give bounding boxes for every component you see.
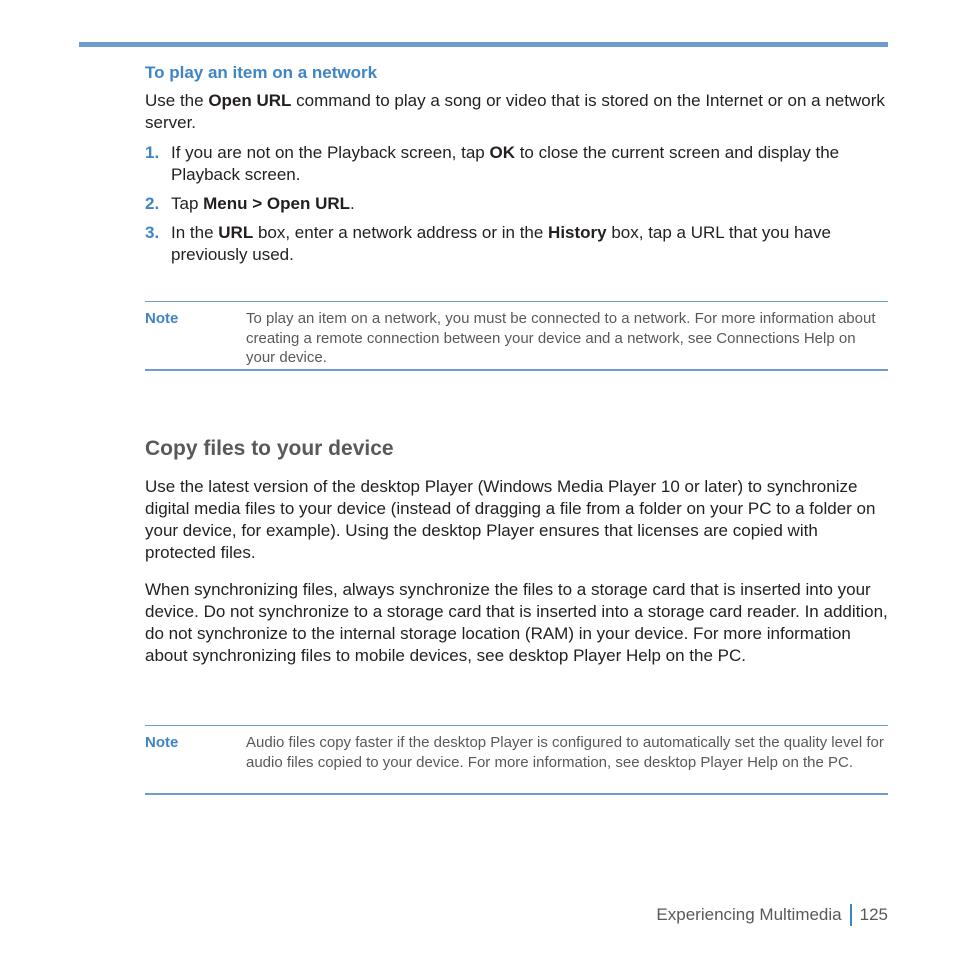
intro-text-post: command to play a song or video that is stored on the Internet or on a network server. (145, 91, 885, 132)
step-text-post: box, tap a URL that you have previously used. (171, 223, 831, 264)
footer-page-number: 125 (859, 905, 888, 924)
step-3 (145, 222, 890, 266)
step-text-post: to close the current screen and display the Playback screen. (171, 143, 840, 184)
step-bold-menu-open-url: Menu > Open URL (203, 194, 351, 213)
intro-bold-open-url: Open URL (208, 91, 292, 110)
step-number: 3. (145, 223, 160, 242)
step-text (171, 222, 890, 266)
step-text-post: . (350, 194, 355, 213)
note-box-audio (145, 725, 888, 795)
step-1 (145, 142, 890, 186)
step-text (171, 193, 890, 215)
step-bold-url: URL (218, 223, 254, 242)
step-text-pre: In the (171, 223, 219, 242)
page-footer (656, 904, 888, 926)
step-bold-history: History (548, 223, 607, 242)
intro-text-pre: Use the (145, 91, 209, 110)
step-text-mid: box, enter a network address or in the (253, 223, 549, 242)
intro-paragraph (145, 90, 890, 134)
step-text-pre: If you are not on the Playback screen, tap (171, 143, 490, 162)
step-text (171, 142, 890, 186)
step-bold-ok: OK (489, 143, 515, 162)
step-number: 2. (145, 194, 160, 213)
step-text-pre: Tap (171, 194, 204, 213)
copy-files-paragraph-1: Use the latest version of the desktop Player (Windows Media Player 10 or later) to synchronize digital media files to your device (instead of dragging a file from a folder on your PC to a folder on your device, for example). Using the desktop Player ensures that licenses are copied with protected files. (145, 477, 876, 562)
heading-copy-files: Copy files to your device (145, 437, 394, 460)
copy-files-paragraph-2: When synchronizing files, always synchronize the files to a storage card that is inserted into your device. Do not synchronize to a storage card that is inserted into a storage card reader. In addition, do not synchronize to the internal storage location (RAM) in your device. For more information about synchronizing files to mobile devices, see desktop Player Help on the PC. (145, 580, 888, 665)
note-text: Audio files copy faster if the desktop Player is configured to automatically set the quality level for audio files copied to your device. For more information, see desktop Player Help on the PC. (246, 734, 884, 771)
subheading-play-network: To play an item on a network (145, 63, 378, 82)
step-2 (145, 193, 890, 215)
top-rule (79, 42, 888, 47)
step-number: 1. (145, 143, 160, 162)
note-label: Note (145, 734, 179, 751)
footer-separator (850, 904, 852, 926)
note-box-network (145, 301, 888, 371)
footer-chapter: Experiencing Multimedia (656, 905, 842, 924)
note-label: Note (145, 310, 179, 327)
note-text: To play an item on a network, you must be connected to a network. For more information about creating a remote connection between your device and a network, see Connections Help on your device. (246, 310, 876, 366)
